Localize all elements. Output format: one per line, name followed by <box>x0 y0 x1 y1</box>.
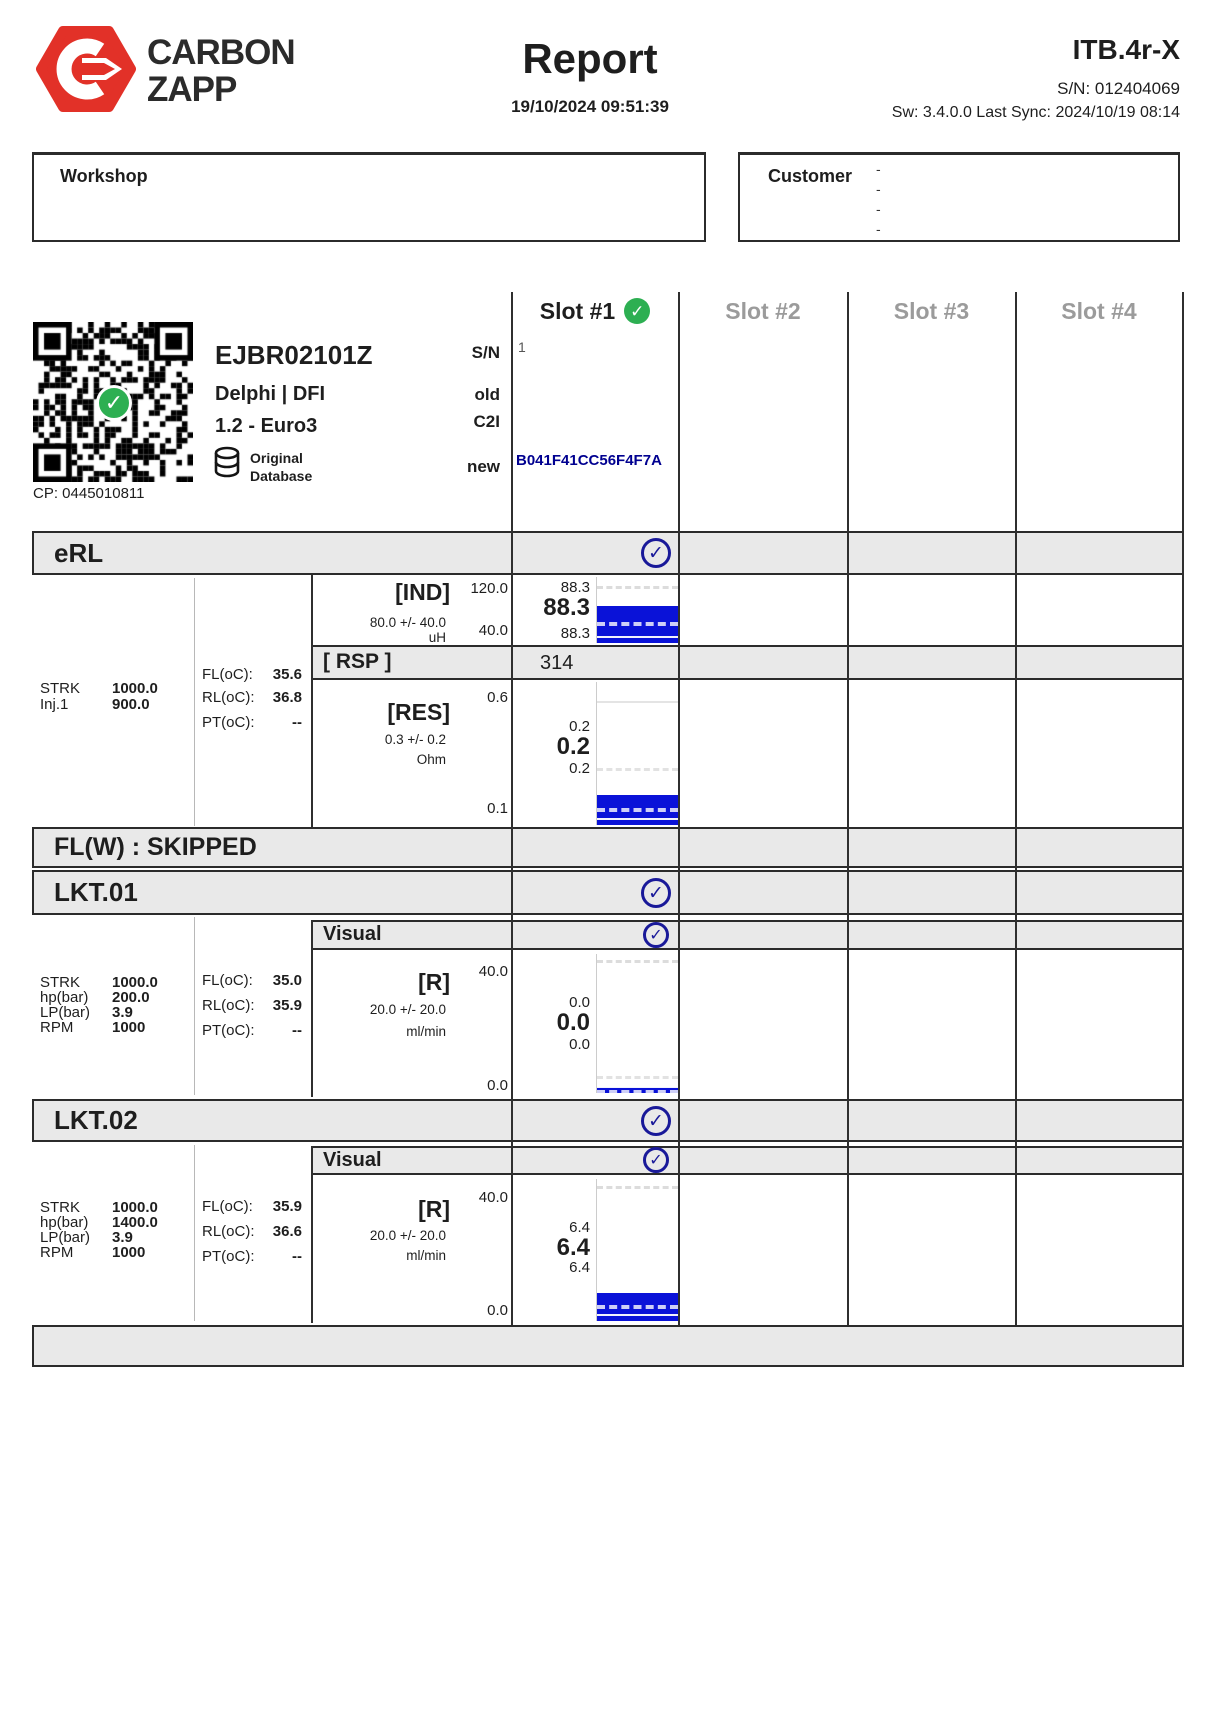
test-unit-ind: uH <box>428 630 446 645</box>
scale-min-r2: 0.0 <box>487 1302 508 1319</box>
slot3-header: Slot #3 <box>893 298 970 324</box>
param-value: 1000.0 <box>112 680 158 697</box>
grid-line <box>511 292 513 1325</box>
lkt01-visual-check-icon: ✓ <box>643 922 669 948</box>
test-name-ind: [IND] <box>395 579 450 605</box>
test-spec-r1: 20.0 +/- 20.0 <box>369 1002 446 1017</box>
grid-line <box>311 575 313 827</box>
temp-value: -- <box>292 1248 302 1265</box>
temp-label: PT(oC): <box>202 1248 255 1265</box>
slot1-header: Slot #1 <box>539 297 616 324</box>
param-label: hp(bar) <box>40 1214 89 1231</box>
customer-label: Customer <box>768 166 853 186</box>
temp-label: PT(oC): <box>202 1022 255 1039</box>
param-value: 1000.0 <box>112 974 158 991</box>
param-label: STRK <box>40 974 81 991</box>
scale-max-ind: 120.0 <box>470 580 508 597</box>
section-title-lkt01: LKT.01 <box>54 877 138 907</box>
temp-label: FL(oC): <box>202 1198 253 1215</box>
ind-value-min: 88.3 <box>560 625 590 642</box>
temp-value: 35.0 <box>272 972 302 989</box>
qr-verified-check-icon: ✓ <box>96 385 132 421</box>
param-value: 1000 <box>112 1019 146 1036</box>
param-label: Inj.1 <box>40 696 69 713</box>
res-bar-graph <box>596 682 678 825</box>
res-value-max: 0.2 <box>569 718 590 735</box>
param-value: 1000 <box>112 1244 146 1261</box>
res-value-avg: 0.2 <box>556 733 590 760</box>
customer-row-dash: - <box>876 201 881 217</box>
grid-line <box>678 292 680 1325</box>
param-value: 1400.0 <box>112 1214 158 1231</box>
temp-value: 35.9 <box>272 1198 302 1215</box>
customer-box <box>738 152 1180 242</box>
test-spec-res: 0.3 +/- 0.2 <box>384 732 446 747</box>
res-value-min: 0.2 <box>569 760 590 777</box>
param-value: 3.9 <box>112 1229 133 1246</box>
customer-row-dash: - <box>876 221 881 237</box>
temp-value: 35.9 <box>272 997 302 1014</box>
param-label: STRK <box>40 680 81 697</box>
test-name-rsp: [ RSP ] <box>323 650 392 673</box>
scale-min-res: 0.1 <box>487 800 508 817</box>
device-serial: S/N: 012404069 <box>1057 79 1180 98</box>
workshop-label: Workshop <box>60 166 148 186</box>
db-label-1: Original <box>250 450 303 466</box>
injector-qr-code <box>33 322 193 482</box>
slot4-header: Slot #4 <box>1061 298 1137 324</box>
brand-line1: CARBON <box>147 33 295 72</box>
r1-value-avg: 0.0 <box>556 1009 590 1036</box>
brand-line2: ZAPP <box>147 70 237 110</box>
param-label: RPM <box>40 1244 74 1261</box>
report-datetime: 19/10/2024 09:51:39 <box>511 97 669 116</box>
injector-cp: CP: 0445010811 <box>33 485 145 502</box>
grid-line <box>1015 292 1017 1325</box>
rsp-value: 314 <box>540 652 574 674</box>
scale-max-r2: 40.0 <box>478 1189 508 1206</box>
grid-line-light <box>194 1145 195 1321</box>
scale-min-r1: 0.0 <box>487 1077 508 1094</box>
param-value: 200.0 <box>112 989 150 1006</box>
ind-bar-graph <box>596 577 678 643</box>
lkt02-bar-graph <box>596 1179 678 1321</box>
test-spec-r2: 20.0 +/- 20.0 <box>369 1228 446 1243</box>
r2-value-min: 6.4 <box>569 1259 590 1276</box>
r2-value-avg: 6.4 <box>556 1234 590 1261</box>
grid-line <box>311 920 313 1097</box>
carbonzapp-logo-icon <box>36 22 136 116</box>
section-title-erl: eRL <box>54 537 104 568</box>
database-icon <box>212 446 242 482</box>
test-name-res: [RES] <box>387 699 450 725</box>
temp-value: 36.8 <box>272 689 302 706</box>
temp-label: RL(oC): <box>202 997 255 1014</box>
device-model: ITB.4r-X <box>1072 34 1180 65</box>
grid-line <box>311 1146 313 1323</box>
param-value: 1000.0 <box>112 1199 158 1216</box>
lkt01-visual-label: Visual <box>323 923 382 945</box>
section-title-lkt02: LKT.02 <box>54 1105 138 1135</box>
param-label: hp(bar) <box>40 989 89 1006</box>
r1-value-max: 0.0 <box>569 994 590 1011</box>
lkt01-bar-graph <box>596 954 678 1093</box>
ind-value-max: 88.3 <box>560 579 590 596</box>
db-label-2: Database <box>250 467 313 484</box>
device-software: Sw: 3.4.0.0 Last Sync: 2024/10/19 08:14 <box>891 104 1180 121</box>
temp-value: 36.6 <box>272 1223 302 1240</box>
grid-line-light <box>194 578 195 826</box>
r2-value-max: 6.4 <box>569 1219 590 1236</box>
temp-value: -- <box>292 714 302 731</box>
customer-placeholder-rows <box>876 159 881 239</box>
scale-max-r1: 40.0 <box>478 963 508 980</box>
label-old: old <box>474 385 500 404</box>
param-label: RPM <box>40 1019 74 1036</box>
slot1-sn-value: 1 <box>518 339 526 355</box>
test-spec-ind: 80.0 +/- 40.0 <box>369 615 446 630</box>
slot1-pass-check-icon: ✓ <box>624 298 650 324</box>
r1-value-min: 0.0 <box>569 1036 590 1053</box>
temp-value: 35.6 <box>272 666 302 683</box>
lkt02-visual-label: Visual <box>323 1149 382 1171</box>
temp-label: FL(oC): <box>202 666 253 683</box>
grid-line <box>847 292 849 1325</box>
test-unit-res: Ohm <box>416 752 446 767</box>
lkt02-pass-check-icon: ✓ <box>641 1106 671 1136</box>
param-label: LP(bar) <box>40 1229 91 1246</box>
workshop-box <box>32 152 706 242</box>
scale-max-res: 0.6 <box>487 689 508 706</box>
label-sn: S/N <box>471 343 500 362</box>
injector-family: 1.2 - Euro3 <box>215 415 318 437</box>
temp-label: PT(oC): <box>202 714 255 731</box>
param-value: 900.0 <box>112 696 150 713</box>
customer-row-dash: - <box>876 181 881 197</box>
injector-brand: Delphi | DFI <box>215 383 326 405</box>
temp-label: RL(oC): <box>202 1223 255 1240</box>
ind-value-avg: 88.3 <box>543 594 590 621</box>
temp-label: RL(oC): <box>202 689 255 706</box>
temp-label: FL(oC): <box>202 972 253 989</box>
label-c2i: C2I <box>473 412 500 431</box>
test-unit-r1: ml/min <box>406 1024 446 1039</box>
scale-min-ind: 40.0 <box>478 622 508 639</box>
temp-value: -- <box>292 1022 302 1039</box>
test-name-r2: [R] <box>418 1196 450 1222</box>
report-title: Report <box>522 35 658 82</box>
slot1-c2i-code: B041F41CC56F4F7A <box>516 452 662 469</box>
grid-line <box>1182 292 1184 1325</box>
param-label: STRK <box>40 1199 81 1216</box>
customer-row-dash: - <box>876 161 881 177</box>
injector-code: EJBR02101Z <box>215 340 373 370</box>
label-new: new <box>466 457 500 476</box>
lkt01-pass-check-icon: ✓ <box>641 878 671 908</box>
grid-line-light <box>194 917 195 1095</box>
section-title-flw: FL(W) : SKIPPED <box>54 833 257 861</box>
test-unit-r2: ml/min <box>406 1248 446 1263</box>
footer-bar <box>32 1325 1184 1367</box>
test-name-r1: [R] <box>418 969 450 995</box>
param-label: LP(bar) <box>40 1004 91 1021</box>
slot2-header: Slot #2 <box>725 298 801 324</box>
param-value: 3.9 <box>112 1004 133 1021</box>
erl-pass-check-icon: ✓ <box>641 538 671 568</box>
lkt02-visual-check-icon: ✓ <box>643 1147 669 1173</box>
